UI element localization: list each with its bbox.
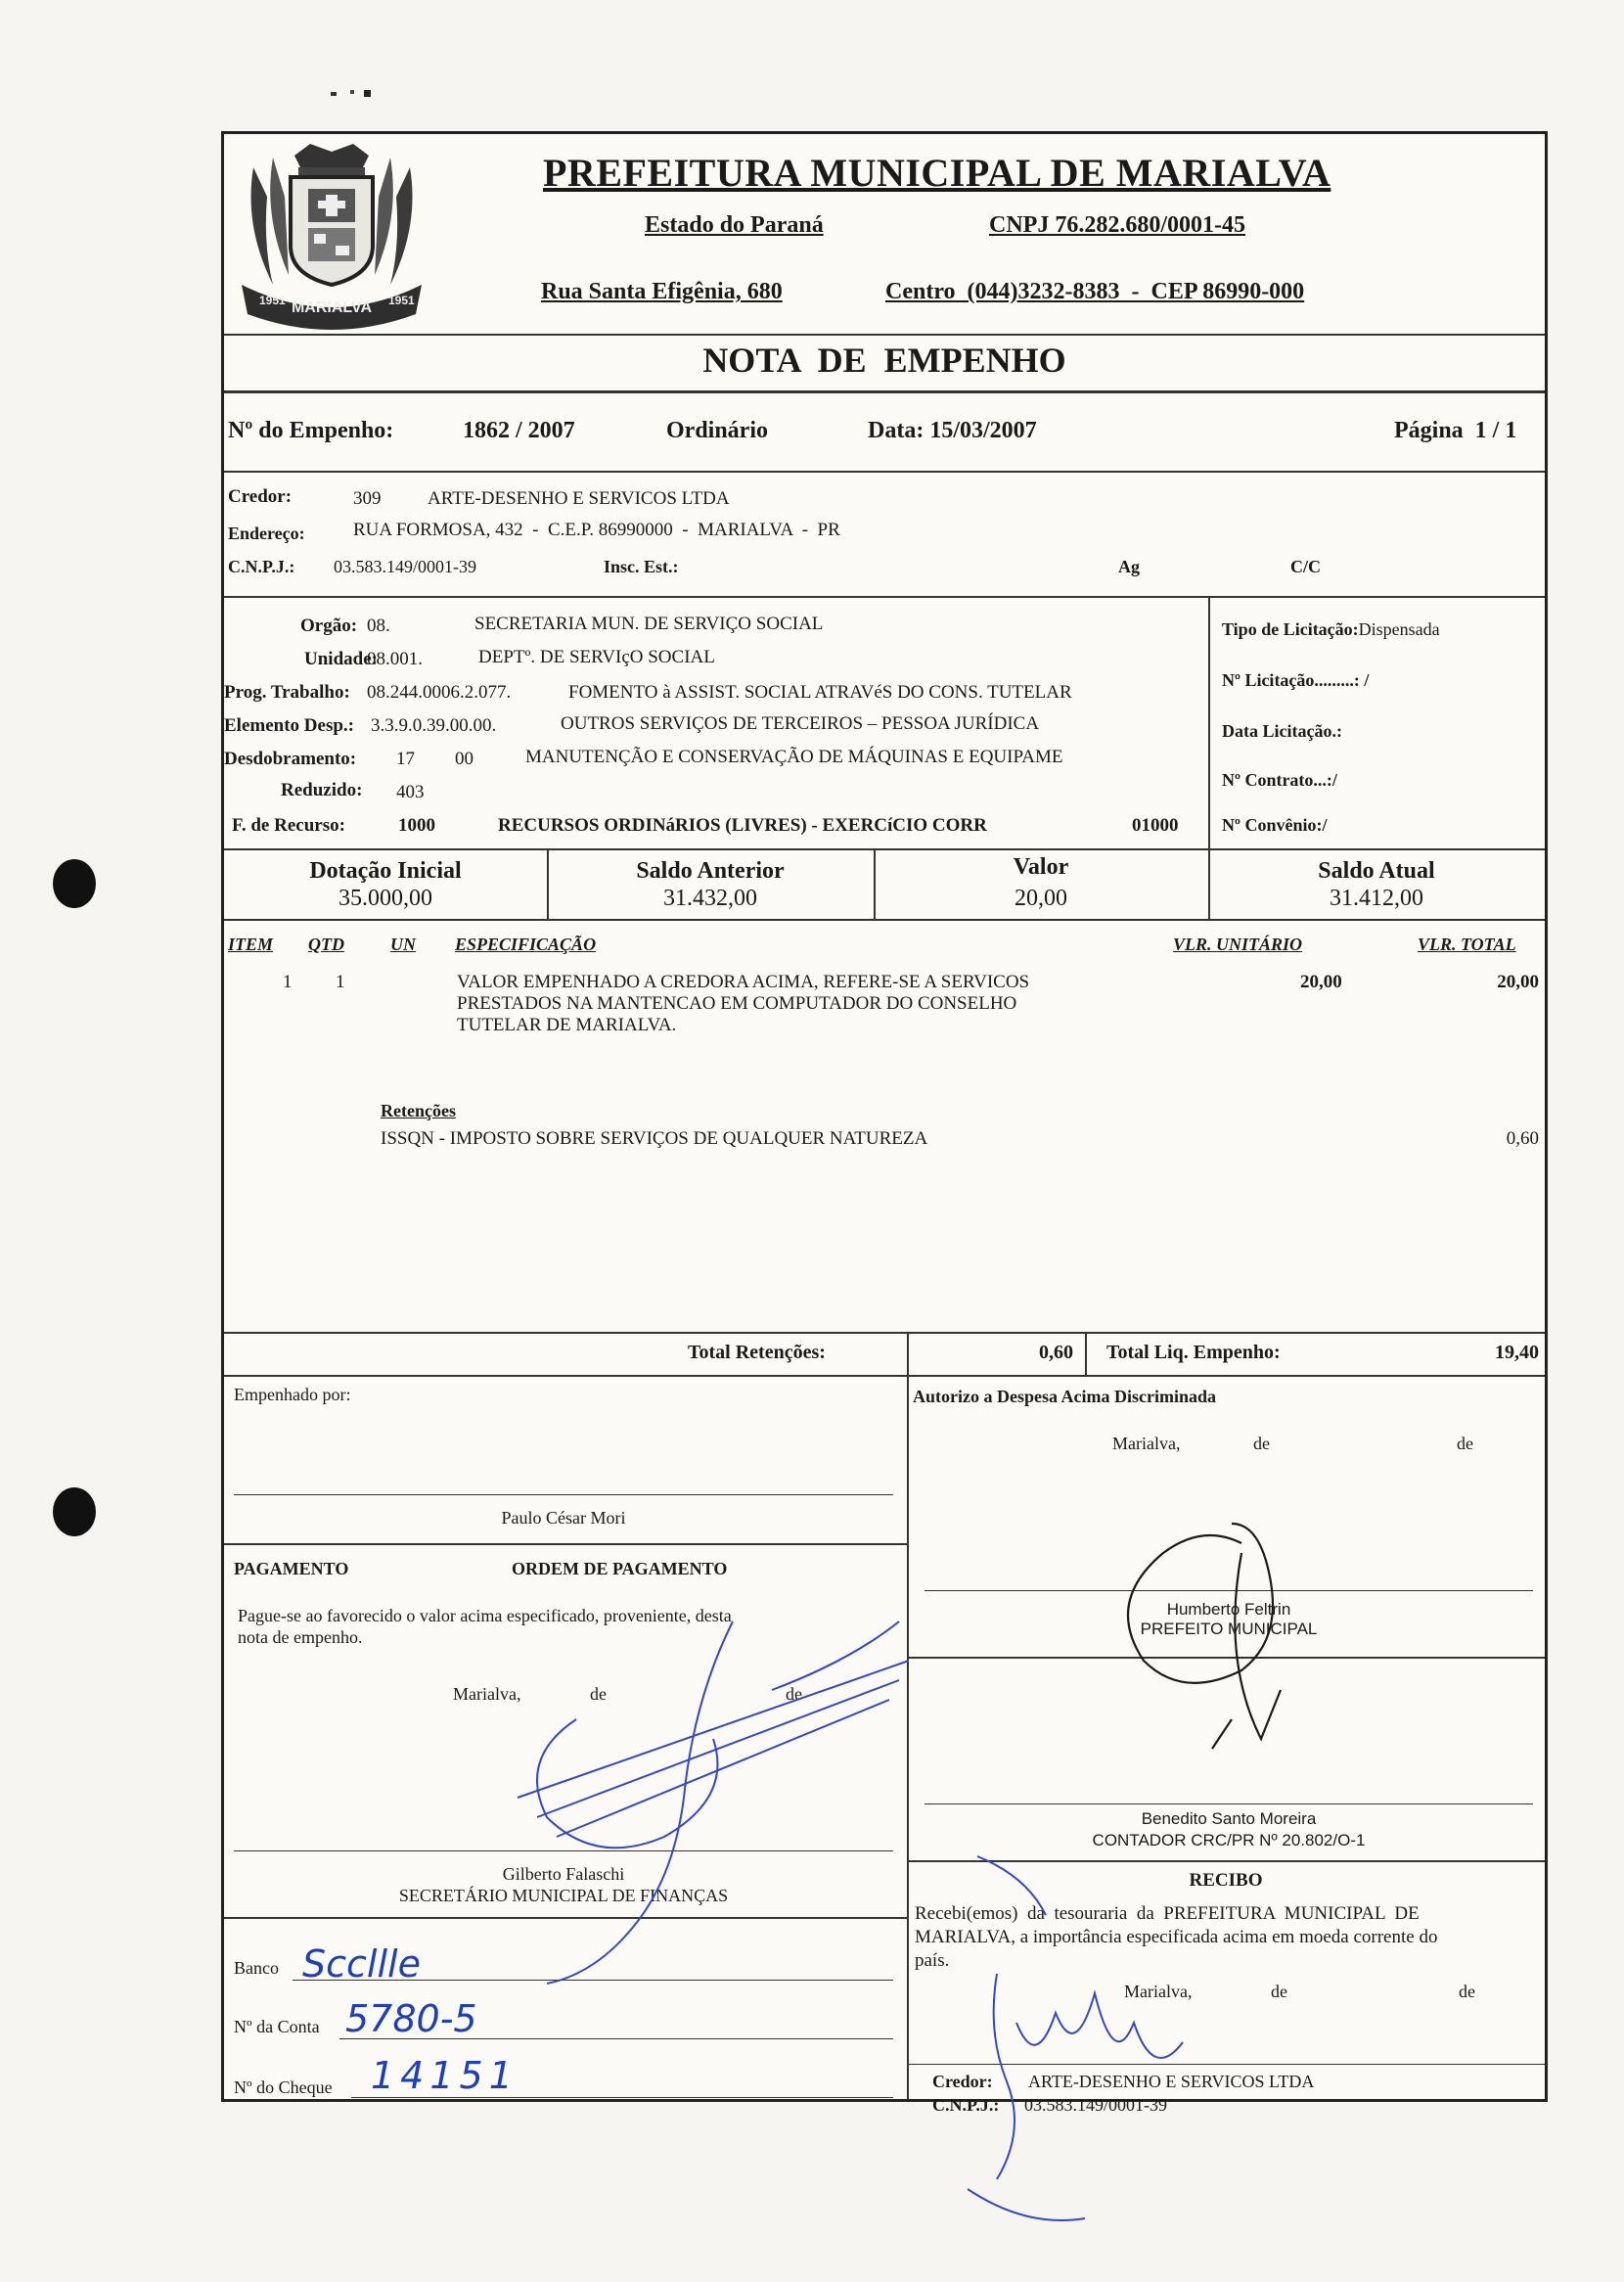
credor-name: ARTE-DESENHO E SERVICOS LTDA — [428, 488, 730, 509]
credor-code: 309 — [353, 488, 382, 509]
cheque-label: Nº do Cheque — [234, 2077, 333, 2097]
empenho-type: Ordinário — [666, 418, 769, 443]
prefeito-role: PREFEITO MUNICIPAL — [1140, 1620, 1318, 1638]
empenhado-por-name: Paulo César Mori — [501, 1508, 626, 1528]
numero-convenio: Nº Convênio:/ — [1222, 815, 1328, 835]
pagamento-label: PAGAMENTO — [234, 1559, 349, 1578]
numero-licitacao: Nº Licitação.........: / — [1222, 670, 1370, 690]
item-description-line-2: PRESTADOS NA MANTENCAO EM COMPUTADOR DO CONSELHO — [457, 993, 1017, 1014]
total-retencoes-value: 0,60 — [1039, 1342, 1073, 1363]
fonte-recurso-code: 1000 — [398, 815, 435, 836]
tipo-licitacao-label: Tipo de Licitação: — [1222, 619, 1359, 639]
dotacao-inicial-value: 35.000,00 — [338, 886, 432, 911]
tipo-licitacao-value: Dispensada — [1358, 619, 1440, 639]
valor-value: 20,00 — [1015, 886, 1067, 911]
total-retencoes-label: Total Retenções: — [688, 1342, 826, 1363]
item-number: 1 — [283, 972, 293, 992]
credor-cnpj-label: C.N.P.J.: — [228, 557, 295, 576]
retencoes-title: Retenções — [381, 1101, 456, 1120]
punch-hole-bottom — [53, 1487, 96, 1536]
banco-handwritten: Sccllle — [302, 1942, 421, 1985]
col-qtd: QTD — [308, 935, 344, 954]
total-liquido-label: Total Liq. Empenho: — [1106, 1342, 1281, 1363]
contador-name: Benedito Santo Moreira — [1141, 1809, 1317, 1828]
credor-address: RUA FORMOSA, 432 - C.E.P. 86990000 - MARIALVA - PR — [353, 520, 840, 540]
empenho-number-label: Nº do Empenho: — [228, 418, 394, 443]
autorizo-title: Autorizo a Despesa Acima Discriminada — [913, 1387, 1216, 1406]
valor-label: Valor — [1013, 854, 1069, 880]
cheque-handwritten: 14151 — [371, 2054, 519, 2097]
recibo-cnpj: 03.583.149/0001-39 — [1024, 2095, 1167, 2115]
pagamento-de-1: de — [590, 1684, 607, 1704]
secretario-name: Gilberto Falaschi — [502, 1864, 625, 1884]
prog-trabalho-label: Prog. Trabalho: — [224, 682, 350, 703]
pagamento-de-2: de — [786, 1684, 802, 1704]
col-un: UN — [390, 935, 416, 954]
conta-label: Nº da Conta — [234, 2017, 320, 2036]
unidade-label: Unidade: — [304, 649, 378, 669]
saldo-atual-value: 31.412,00 — [1330, 886, 1423, 911]
reduzido-label: Reduzido: — [281, 780, 363, 800]
desdobramento-code-2: 00 — [455, 749, 474, 769]
data-licitacao: Data Licitação.: — [1222, 721, 1342, 741]
col-vlr-total: VLR. TOTAL — [1418, 935, 1516, 954]
saldo-anterior-label: Saldo Anterior — [636, 858, 785, 884]
dotacao-inicial-label: Dotação Inicial — [309, 858, 462, 884]
fonte-recurso-label: F. de Recurso: — [232, 815, 345, 836]
crest-banner-text: MARIALVA — [291, 299, 373, 316]
page-indicator: Página 1 / 1 — [1394, 418, 1517, 443]
empenho-number: 1862 / 2007 — [463, 418, 575, 443]
document-title: NOTA DE EMPENHO — [702, 341, 1066, 380]
orgao-name: SECRETARIA MUN. DE SERVIÇO SOCIAL — [474, 614, 824, 634]
item-description-line-3: TUTELAR DE MARIALVA. — [457, 1015, 677, 1035]
retencao-value: 0,60 — [1506, 1128, 1539, 1149]
autorizo-de-1: de — [1253, 1434, 1270, 1453]
elemento-despesa-label: Elemento Desp.: — [224, 715, 354, 736]
municipality-title: PREFEITURA MUNICIPAL DE MARIALVA — [543, 151, 1331, 195]
recibo-credor-name: ARTE-DESENHO E SERVICOS LTDA — [1028, 2072, 1315, 2091]
recibo-cnpj-label: C.N.P.J.: — [932, 2095, 1000, 2115]
item-quantity: 1 — [336, 972, 345, 992]
fonte-recurso-name: RECURSOS ORDINáRIOS (LIVRES) - EXERCíCIO CORR — [498, 815, 987, 836]
col-vlr-unitario: VLR. UNITÁRIO — [1173, 935, 1303, 954]
contador-role: CONTADOR CRC/PR Nº 20.802/O-1 — [1092, 1831, 1366, 1849]
credor-address-label: Endereço: — [228, 524, 305, 543]
numero-contrato: Nº Contrato...:/ — [1222, 770, 1337, 790]
total-liquido-value: 19,40 — [1495, 1342, 1539, 1363]
svg-text:1951: 1951 — [259, 294, 286, 307]
scan-specks — [331, 90, 370, 98]
ordem-pagamento-label: ORDEM DE PAGAMENTO — [512, 1559, 728, 1578]
col-item: ITEM — [228, 935, 274, 954]
conta-corrente-label: C/C — [1290, 557, 1321, 576]
empenhado-por-label: Empenhado por: — [234, 1385, 351, 1404]
reduzido-value: 403 — [396, 782, 425, 802]
banco-label: Banco — [234, 1958, 279, 1978]
recibo-de-1: de — [1271, 1982, 1287, 2001]
municipality-address: Rua Santa Efigênia, 680 — [541, 279, 783, 304]
recibo-de-2: de — [1459, 1982, 1475, 2001]
handwritten-signatures — [224, 134, 1545, 2099]
prog-trabalho-name: FOMENTO à ASSIST. SOCIAL ATRAVéS DO CONS. TUTELAR — [568, 682, 1072, 703]
saldo-atual-label: Saldo Atual — [1318, 858, 1435, 884]
recibo-text-line-3: país. — [915, 1950, 950, 1971]
recibo-text-line-1: Recebi(emos) da tesouraria da PREFEITURA MUNICIPAL DE — [915, 1903, 1420, 1924]
prefeito-signature — [1128, 1524, 1281, 1749]
saldo-anterior-value: 31.432,00 — [663, 886, 757, 911]
item-total-price: 20,00 — [1497, 972, 1539, 992]
municipality-cnpj: CNPJ 76.282.680/0001-45 — [989, 212, 1245, 238]
autorizo-city: Marialva, — [1112, 1434, 1181, 1453]
svg-text:1951: 1951 — [388, 294, 415, 307]
conta-handwritten: 5780-5 — [345, 1997, 477, 2040]
orgao-code: 08. — [367, 616, 390, 636]
empenho-date: Data: 15/03/2007 — [868, 418, 1037, 443]
fonte-recurso-number: 01000 — [1132, 815, 1179, 836]
recibo-title: RECIBO — [1189, 1870, 1263, 1891]
retencao-description: ISSQN - IMPOSTO SOBRE SERVIÇOS DE QUALQUER NATUREZA — [381, 1128, 928, 1149]
recibo-credor-label: Credor: — [932, 2072, 993, 2091]
desdobramento-name: MANUTENÇÃO E CONSERVAÇÃO DE MÁQUINAS E EQUIPAME — [525, 747, 1063, 767]
autorizo-de-2: de — [1457, 1434, 1473, 1453]
desdobramento-label: Desdobramento: — [224, 749, 357, 769]
municipality-contact: Centro (044)3232-8383 - CEP 86990-000 — [885, 279, 1305, 304]
insc-est-label: Insc. Est.: — [604, 557, 679, 576]
agencia-label: Ag — [1118, 557, 1140, 576]
recibo-city: Marialva, — [1124, 1982, 1193, 2001]
prog-trabalho-code: 08.244.0006.2.077. — [367, 682, 512, 703]
unidade-code: 08.001. — [367, 649, 423, 669]
pagamento-text-line-2: nota de empenho. — [238, 1627, 363, 1647]
col-especificacao: ESPECIFICAÇÃO — [455, 935, 597, 954]
punch-hole-top — [53, 859, 96, 908]
pagamento-city: Marialva, — [453, 1684, 521, 1704]
item-unit-price: 20,00 — [1300, 972, 1342, 992]
prefeito-name: Humberto Feltrin — [1166, 1600, 1291, 1619]
state-name: Estado do Paraná — [645, 212, 824, 238]
credor-cnpj: 03.583.149/0001-39 — [334, 557, 476, 576]
secretario-role: SECRETÁRIO MUNICIPAL DE FINANÇAS — [398, 1886, 729, 1905]
recibo-text-line-2: MARIALVA, a importância especificada acima em moeda corrente do — [915, 1927, 1438, 1947]
nota-de-empenho-form — [221, 131, 1548, 2115]
orgao-label: Orgão: — [300, 616, 358, 636]
recibo-signature — [968, 1856, 1183, 2220]
unidade-name: DEPTº. DE SERVIçO SOCIAL — [478, 647, 715, 667]
elemento-despesa-name: OUTROS SERVIÇOS DE TERCEIROS – PESSOA JURÍDICA — [561, 713, 1040, 734]
secretario-signature — [518, 1621, 909, 1984]
elemento-despesa-code: 3.3.9.0.39.00.00. — [371, 715, 497, 736]
pagamento-text-line-1: Pague-se ao favorecido o valor acima especificado, proveniente, desta — [238, 1606, 732, 1625]
desdobramento-code-1: 17 — [396, 749, 415, 769]
credor-label: Credor: — [228, 486, 293, 507]
item-description-line-1: VALOR EMPENHADO A CREDORA ACIMA, REFERE-SE A SERVICOS — [457, 972, 1030, 992]
